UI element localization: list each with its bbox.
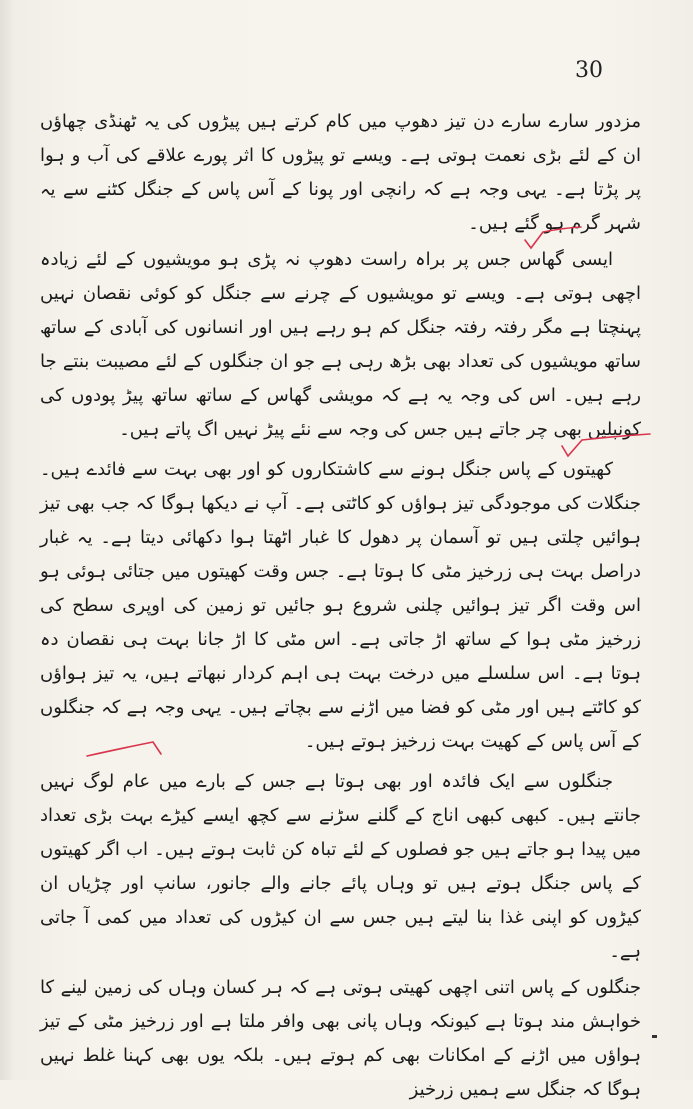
page-mark <box>652 1035 657 1038</box>
page-number: 30 <box>575 58 603 83</box>
paragraph-1: مزدور سارے سارے دن تیز دھوپ میں کام کرتے ہیں پیڑوں کی یہ ٹھنڈی چھاؤں ان کے لئے بڑی نعمت ہوتی ہے۔ ویسے تو پیڑوں کا اثر پورے علاقے کی آب و ہوا پر پڑتا ہے۔ یہی وجہ ہے کہ رانچی اور پونا کے آس پاس کے جنگل کٹنے سے یہ شہر گرم ہو گئے ہیں۔ <box>40 111 641 234</box>
paragraph-5: جنگلوں کے پاس اتنی اچھی کھیتی ہوتی ہے کہ ہر کسان وہاں کی زمین لینے کا خواہش مند ہوتا ہے کیونکہ وہاں پانی بھی وافر ملتا ہے اور زرخیز مٹی کے تیز ہواؤں میں اڑنے کے امکانات بھی کم ہوتے ہیں۔ بلکہ یوں بھی کہنا غلط نہیں ہوگا کہ جنگل سے ہمیں زرخیز <box>40 977 641 1100</box>
page-edge-shadow <box>0 0 14 1080</box>
page-body <box>40 105 641 1109</box>
paragraph-3: کھیتوں کے پاس جنگل ہونے سے کاشتکاروں کو اور بھی بہت سے فائدے ہیں۔ جنگلات کی موجودگی تیز ہواؤں کو کاٹتی ہے۔ آپ نے دیکھا ہوگا کہ جب بھی تیز ہوائیں چلتی ہیں تو آسمان پر دھول کا غبار اٹھتا ہوا دکھائی دیتا ہے۔ یہ غبار دراصل بہت ہی زرخیز مٹی کا ہوتا ہے۔ جس وقت کھیتوں میں جتائی ہوئی ہو اس وقت اگر تیز ہوائیں چلنی شروع ہو جائیں تو زمین کی اوپری سطح کی زرخیز مٹی ہوا کے ساتھ اڑ جاتی ہے۔ اس مٹی کا اڑ جانا بہت ہی نقصان دہ ہوتا ہے۔ اس سلسلے میں درخت بہت ہی اہم کردار نبھاتے ہیں، یہ تیز ہواؤں کو کاٹتے ہیں اور مٹی کو فضا میں اڑنے سے بچاتے ہیں۔ یہی وجہ ہے کہ جنگلوں کے آس پاس کے کھیت بہت زرخیز ہوتے ہیں۔ <box>40 459 641 752</box>
paragraph-2: ایسی گھاس جس پر براہ راست دھوپ نہ پڑی ہو مویشیوں کے لئے زیادہ اچھی ہوتی ہے۔ ویسے تو مویشیوں کے چرنے سے جنگل کو کوئی نقصان نہیں پہنچتا ہے مگر رفتہ رفتہ جنگل کم ہو رہے ہیں اور انسانوں کی آبادی کے ساتھ ساتھ مویشیوں کی تعداد بھی بڑھ رہی ہے جو ان جنگلوں کے لئے مصیبت بنتے جا رہے ہیں۔ اس کی وجہ یہ ہے کہ مویشی گھاس کے ساتھ ساتھ پیڑ پودوں کی کونپلیں بھی چر جاتے ہیں جس کی وجہ سے نئے پیڑ نہیں اگ پاتے ہیں۔ <box>40 249 641 440</box>
paragraph-4: جنگلوں سے ایک فائدہ اور بھی ہوتا ہے جس کے بارے میں عام لوگ نہیں جانتے ہیں۔ کبھی کبھی اناج کے گلنے سڑنے سے کچھ ایسے کیڑے بہت بڑی تعداد میں پیدا ہو جاتے ہیں جو فصلوں کے لئے تباہ کن ثابت ہوتے ہیں۔ اب اگر کھیتوں کے پاس جنگل ہوتے ہیں تو وہاں پائے جانے والے جانور، سانپ اور چڑیاں ان کیڑوں کو اپنی غذا بنا لیتے ہیں جس سے ان کیڑوں کی تعداد میں کمی آ جاتی ہے۔ <box>40 771 641 962</box>
